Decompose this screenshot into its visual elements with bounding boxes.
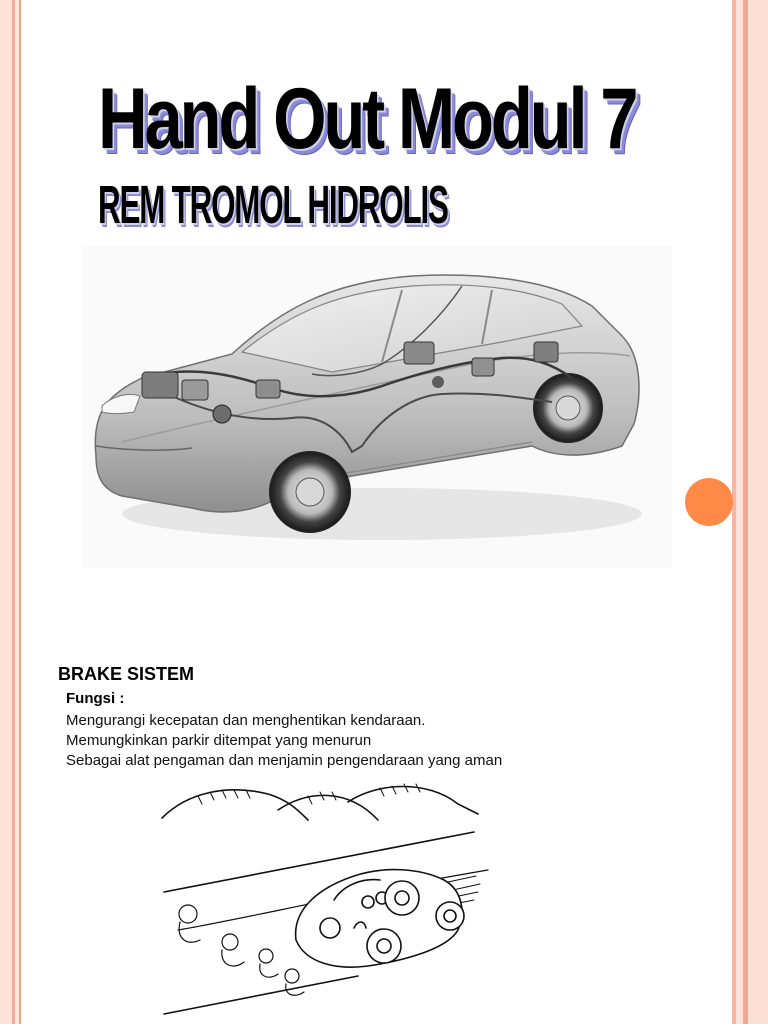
engine-component <box>142 372 178 398</box>
frame-stripe <box>748 0 768 1024</box>
car-brake-system-illustration <box>82 246 672 568</box>
front-wheel-hub <box>296 478 324 506</box>
car-cutaway-image <box>82 246 672 568</box>
abs-module <box>256 380 280 398</box>
left-frame-border <box>0 0 24 1024</box>
brake-component <box>472 358 494 376</box>
function-label: Fungsi : <box>66 690 125 707</box>
brake-component <box>534 342 558 362</box>
section-heading: BRAKE SISTEM <box>58 664 195 684</box>
list-item: Sebagai alat pengaman dan menjamin pengendaraan yang aman <box>66 752 503 769</box>
cartoon-wheel <box>436 902 464 930</box>
rear-wheel-hub <box>556 396 580 420</box>
right-frame-border <box>732 0 768 1024</box>
hill-line <box>278 795 378 820</box>
car-headlight <box>102 394 140 413</box>
frame-stripe <box>19 0 21 1024</box>
brake-component <box>404 342 434 364</box>
cartoon-figures <box>179 905 304 995</box>
brake-booster <box>213 405 231 423</box>
list-item: Mengurangi kecepatan dan menghentikan kendaraan. <box>66 712 426 729</box>
frame-stripe <box>736 0 743 1024</box>
braking-car-sketch <box>158 780 498 1024</box>
frame-stripe <box>0 0 12 1024</box>
slide-subtitle: REM TROMOL HIDROLIS <box>98 175 448 235</box>
list-item: Memungkinkan parkir ditempat yang menurun <box>66 732 372 749</box>
master-cylinder <box>182 380 208 400</box>
brake-valve <box>432 376 444 388</box>
cartoon-wheel <box>367 929 401 963</box>
accent-circle <box>685 478 733 526</box>
cartoon-wheel <box>385 881 419 915</box>
braking-car-drawing <box>158 780 498 1024</box>
function-list <box>66 711 502 771</box>
road-edge <box>164 976 358 1014</box>
slide-title: Hand Out Modul 7 <box>98 71 636 167</box>
